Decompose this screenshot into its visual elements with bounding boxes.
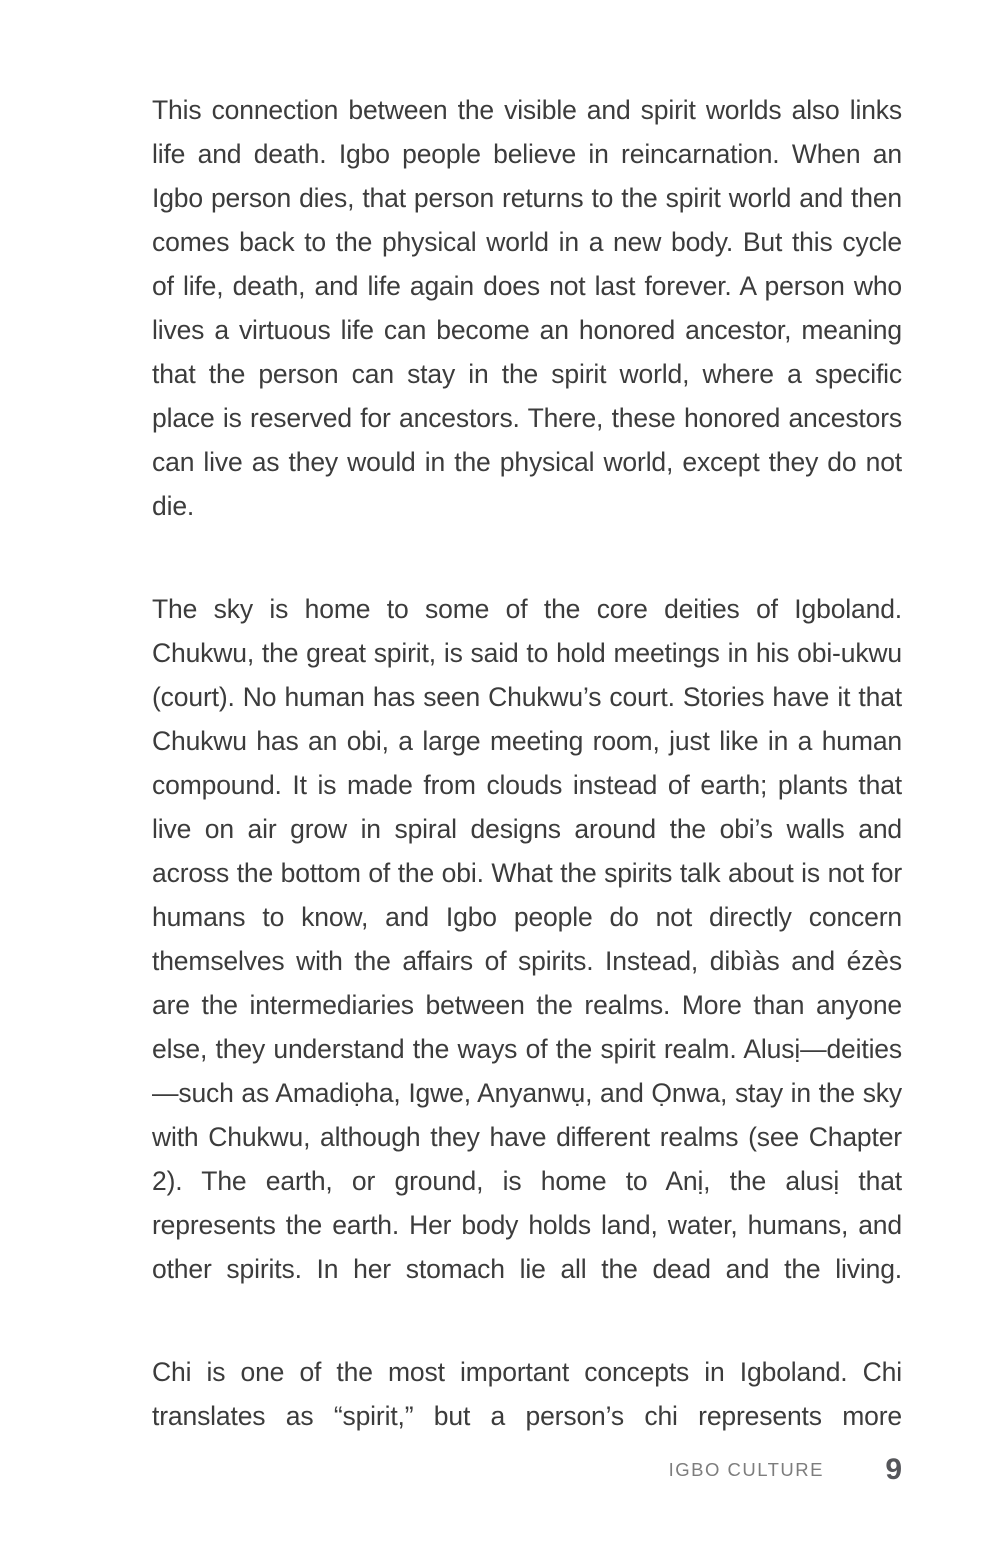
body-text-column [152,88,902,1482]
body-paragraph-3: Chi is one of the most important concepts in Igboland. Chi translates as “spirit,” but a person’s chi represents more [152,1357,902,1431]
body-paragraph-2: The sky is home to some of the core deities of Igboland. Chukwu, the great spirit, is said to hold meetings in his obi-ukwu (court). No human has seen Chukwu’s court. Stories have it that Chukwu has an obi, a large meeting room, just like in a human compound. It is made from clouds instead of earth; plants that live on air grow in spiral designs around the obi’s walls and across the bottom of the obi. What the spirits talk about is not for humans to know, and Igbo people do not directly concern themselves with the affairs of spirits. Instead, dibìàs and ézès are the intermediaries between the realms. More than anyone else, they understand the ways of the spirit realm. Alusị—deities—such as Amadiọha, Igwe, Anyanwụ, and Ọnwa, stay in the sky with Chukwu, although they have different realms (see Chapter 2). The earth, or ground, is home to Anị, the alusị that represents the earth. Her body holds land, water, humans, and other spirits. In her stomach lie all the dead and the living. [152,594,902,1284]
footer-page-number: 9 [885,1453,902,1486]
footer-running-head: IGBO CULTURE [668,1459,824,1480]
page-footer [152,1452,902,1498]
body-paragraph-1: This connection between the visible and spirit worlds also links life and death. Igbo people believe in reincarnation. When an Igbo person dies, that person returns to the spirit world and then comes back to the physical world in a new body. But this cycle of life, death, and life again does not last forever. A person who lives a virtuous life can become an honored ancestor, meaning that the person can stay in the spirit world, where a specific place is reserved for ancestors. There, these honored ancestors can live as they would in the physical world, except they do not die. [152,95,902,521]
